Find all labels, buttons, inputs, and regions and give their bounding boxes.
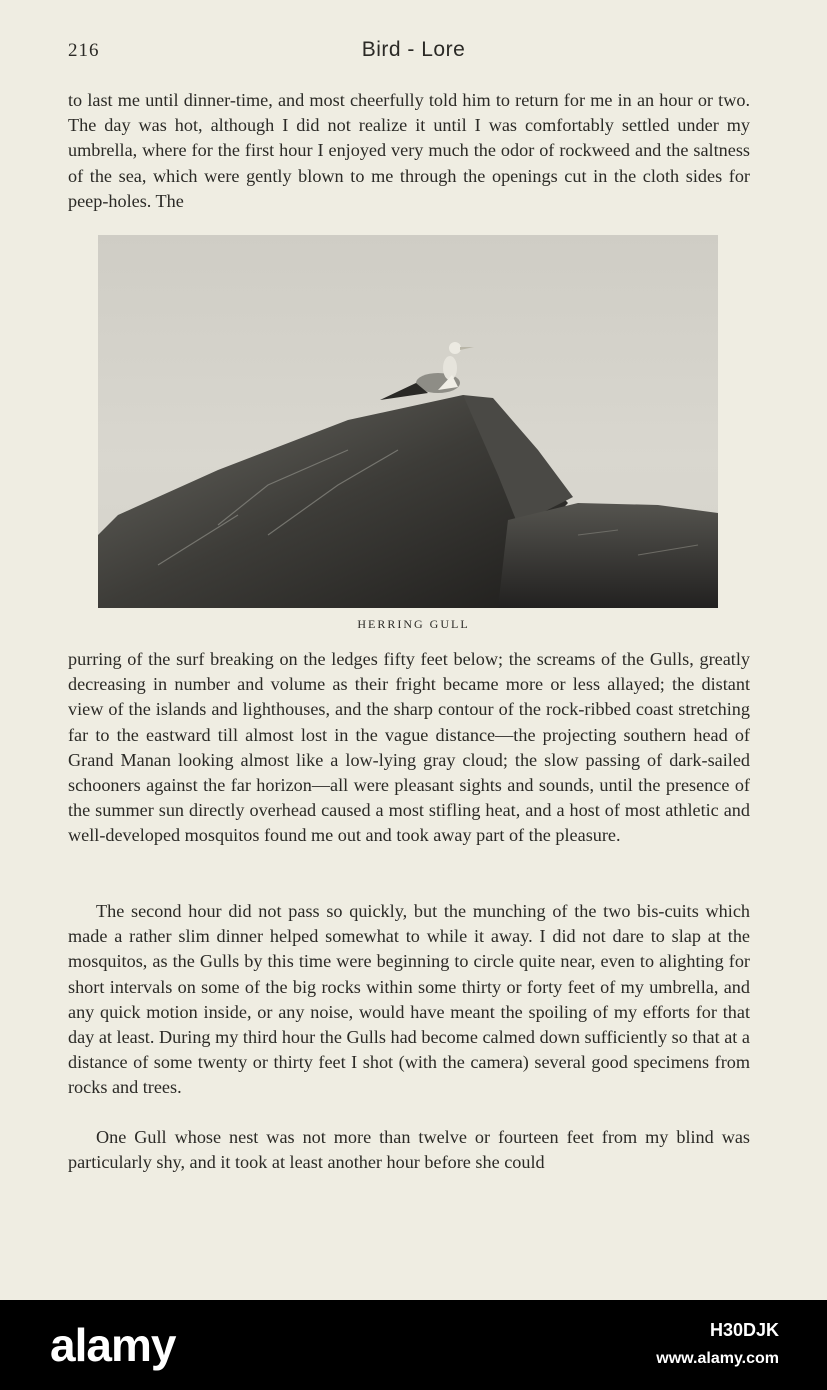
figure-caption: HERRING GULL [357,617,470,631]
stock-footer-bar [0,1300,827,1390]
running-head: Bird - Lore [361,38,466,61]
alamy-logo: alamy [50,1319,176,1371]
paragraph-4: One Gull whose nest was not more than twelve or fourteen feet from my blind was particularly shy, and it took at least another hour before she could [68,1127,750,1173]
image-id: H30DJK [709,1320,779,1340]
site-url[interactable]: www.alamy.com [656,1350,779,1367]
herring-gull-photo [98,235,718,608]
paragraph-1: to last me until dinner-time, and most cheerfully told him to return for me in an hour or two. The day was hot, although I did not realize it until I was comfortably settled under my umbrella, where for the first hour I enjoyed very much the odor of rockweed and the saltness of the sea, which were gently blown to me through the openings cut in the cloth sides for peep-holes. The [68,90,750,211]
page-number: 216 [68,40,100,61]
photo-illustration [98,235,718,608]
paragraph-2: purring of the surf breaking on the ledges fifty feet below; the screams of the Gulls, greatly decreasing in number and volume as their fright became more or less allayed; the distant view of the islands and lighthouses, and the sharp contour of the rock-ribbed coast stretching far to the eastward till almost lost in the vague distance—the projecting southern head of Grand Manan looking almost like a low-lying gray cloud; the slow passing of dark-sailed schooners against the far horizon—all were pleasant sights and sounds, until the presence of the summer sun directly overhead caused a most stifling heat, and a host of most athletic and well-developed mosquitos found me out and took away part of the pleasure. [68,649,750,846]
right-rock [498,503,718,608]
gull-icon [380,342,474,400]
paragraph-3: The second hour did not pass so quickly, but the munching of the two bis-cuits which made a rather slim dinner helped somewhat to while it away. I did not dare to slap at the mosquitos, as the Gulls by this time were beginning to circle quite near, even to alighting for short intervals on some of the big rocks within some thirty or forty feet of my umbrella, and any quick motion inside, or any noise, would have meant the spoiling of my efforts for that day at least. During my third hour the Gulls had become calmed down sufficiently so that at a distance of some twenty or thirty feet I shot (with the camera) several good specimens from rocks and trees. [68,901,750,1098]
